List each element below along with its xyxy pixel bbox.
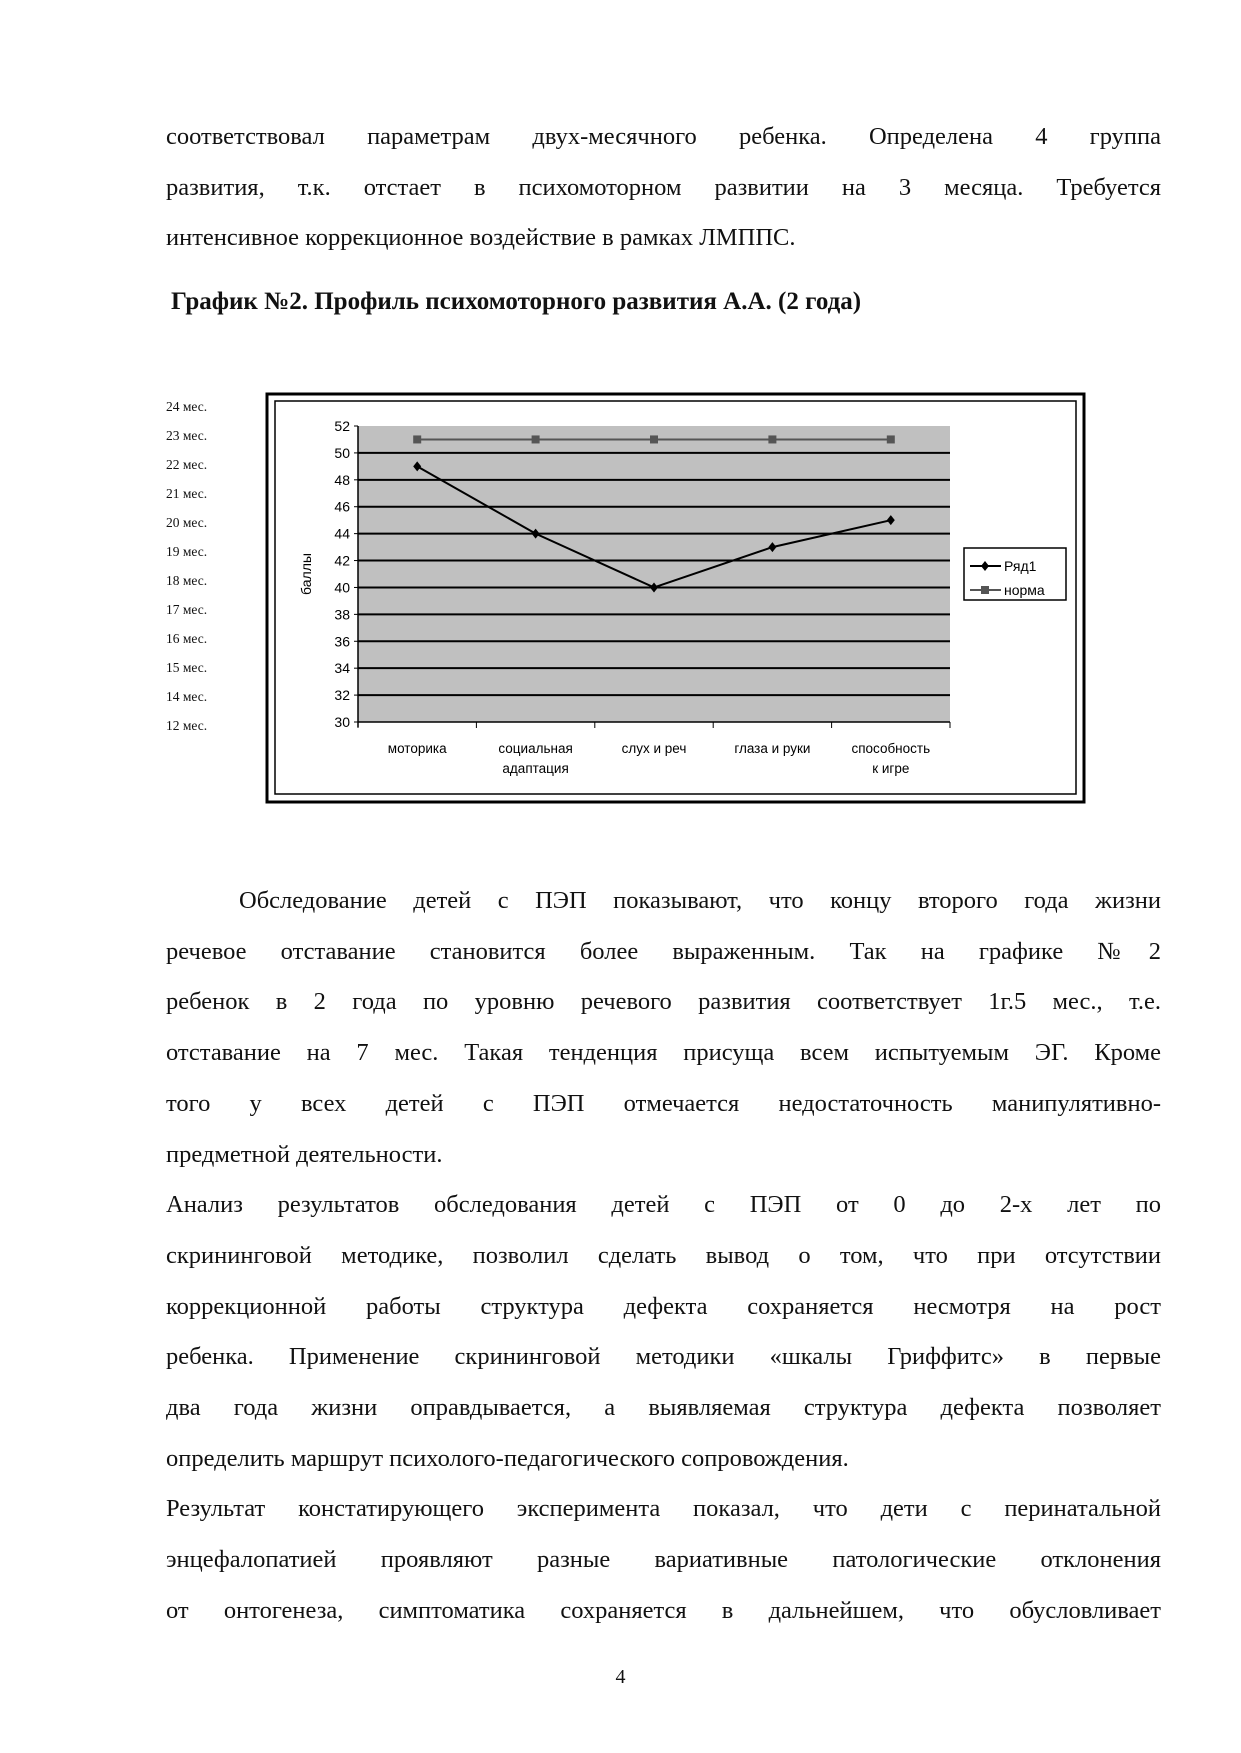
text-line: интенсивное коррекционное воздействие в рамках ЛМППС. [166,224,796,252]
line-chart [0,380,1241,820]
text-line: того у всех детей с ПЭП отмечается недостаточность манипулятивно- [166,1089,1161,1117]
y-tick-label: 38 [334,606,350,623]
x-tick-label: адаптация [502,761,569,776]
text-line: Результат констатирующего эксперимента показал, что дети с перинатальной [166,1495,1161,1523]
text-line: ребенка. Применение скрининговой методики «шкалы Гриффитс» в первые [166,1343,1161,1371]
month-label: 18 мес. [166,573,208,588]
x-tick-label: глаза и руки [734,741,811,756]
month-label: 17 мес. [166,602,208,617]
text-line: от онтогенеза, симптоматика сохраняется в дальнейшем, что обусловливает [166,1596,1161,1624]
x-tick-label: способность [851,741,931,756]
text-line: два года жизни оправдывается, а выявляемая структура дефекта позволяет [166,1394,1161,1421]
text-line: соответствовал параметрам двух-месячного ребенка. Определена 4 группа [166,123,1161,150]
text-line: Обследование детей с ПЭП показывают, что концу второго года жизни [239,887,1161,914]
x-tick-label: к игре [872,761,910,776]
plot-area [358,426,950,722]
y-axis-label: баллы [298,553,314,595]
month-label: 15 мес. [166,660,208,675]
text-line: предметной деятельности. [166,1140,443,1168]
y-tick-label: 36 [334,633,350,650]
text-line: коррекционной работы структура дефекта сохраняется несмотря на рост [166,1292,1161,1320]
chart-caption: График №2. Профиль психомоторного развития А.А. (2 года) [171,288,862,315]
data-point [887,435,895,443]
month-label: 23 мес. [166,428,208,443]
text-line: энцефалопатией проявляют разные вариативные патологические отклонения [166,1546,1161,1574]
data-point [768,435,776,443]
y-tick-label: 40 [334,579,350,596]
y-tick-label: 44 [334,525,350,542]
text-line: Анализ результатов обследования детей с ПЭП от 0 до 2-х лет по [166,1191,1161,1219]
month-label: 21 мес. [166,486,208,501]
x-tick-label: слух и реч [621,741,687,756]
y-tick-label: 34 [334,660,350,677]
month-label: 20 мес. [166,515,208,530]
text-line: речевое отставание становится более выраженным. Так на графике №2 [166,937,1161,965]
y-tick-label: 48 [334,471,350,488]
text-line: ребенок в 2 года по уровню речевого развития соответствует 1г.5 мес., т.е. [166,988,1161,1016]
x-tick-label: социальная [498,741,573,756]
y-tick-label: 50 [334,444,350,461]
y-tick-label: 46 [334,498,350,515]
data-point [650,435,658,443]
text-line: скрининговой методике, позволил сделать вывод о том, что при отсутствии [166,1241,1161,1269]
data-point [413,435,421,443]
y-tick-label: 52 [334,418,350,434]
legend-label: Ряд1 [1004,558,1037,574]
month-label: 22 мес. [166,457,208,472]
legend-label: норма [1004,582,1045,598]
data-point [532,435,540,443]
month-label: 14 мес. [166,689,208,704]
page-number: 4 [615,1666,626,1688]
text-line: развития, т.к. отстает в психомоторном развитии на 3 месяца. Требуется [166,173,1161,201]
month-label: 24 мес. [166,399,208,414]
month-label: 19 мес. [166,544,208,559]
y-tick-label: 30 [334,714,350,730]
text-line: отставание на 7 мес. Такая тенденция присуща всем испытуемым ЭГ. Кроме [166,1039,1161,1067]
y-tick-label: 42 [334,552,350,569]
month-label: 16 мес. [166,631,208,646]
month-label: 12 мес. [166,718,208,733]
y-tick-label: 32 [334,687,350,704]
legend-marker [981,586,989,594]
text-line: определить маршрут психолого-педагогического сопровождения. [166,1444,849,1472]
x-tick-label: моторика [387,741,447,756]
